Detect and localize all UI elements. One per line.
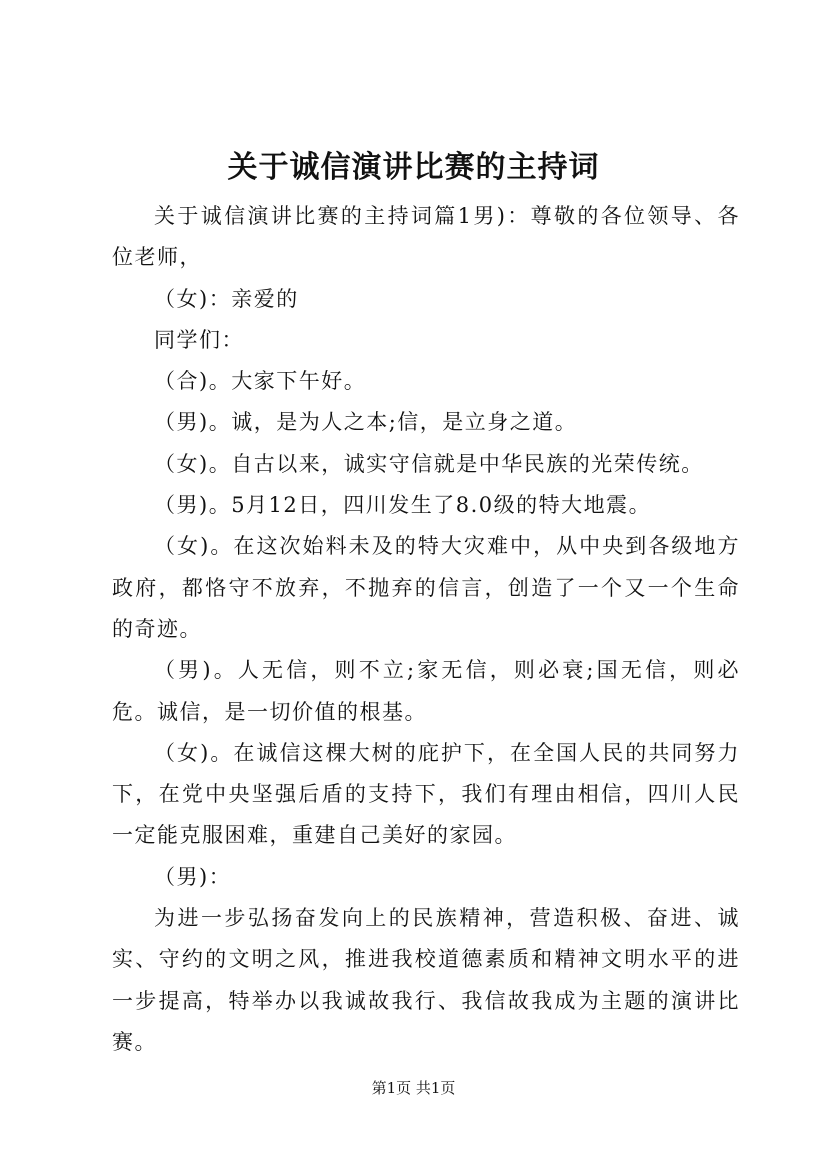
paragraph: 同学们： <box>154 327 244 352</box>
paragraph: （男)。诚，是为人之本;信，是立身之道。 <box>154 410 578 435</box>
document-body <box>112 196 740 1063</box>
paragraph: 关于诚信演讲比赛的主持词篇1男)：尊敬的各位领导、各位老师， <box>112 204 740 270</box>
paragraph: （女)。在这次始料未及的特大灾难中，从中央到各级地方政府，都恪守不放弃，不抛弃的信言，创造了一个又一个生命的奇迹。 <box>112 534 740 641</box>
paragraph: （男)： <box>154 864 232 889</box>
paragraph: （男)。5月12日，四川发生了8.0级的特大地震。 <box>154 493 652 518</box>
page-footer: 第1页 共1页 <box>371 1079 456 1097</box>
paragraph: （男)。人无信，则不立;家无信，则必衰;国无信，则必危。诚信，是一切价值的根基。 <box>112 658 740 724</box>
paragraph: （女)：亲爱的 <box>154 286 299 311</box>
paragraph: （女)。自古以来，诚实守信就是中华民族的光荣传统。 <box>154 451 704 476</box>
paragraph: （合)。大家下午好。 <box>154 369 367 394</box>
paragraph: （女)。在诚信这棵大树的庇护下，在全国人民的共同努力下，在党中央坚强后盾的支持下，我们有理由相信，四川人民一定能克服困难，重建自己美好的家园。 <box>112 740 740 848</box>
paragraph: 为进一步弘扬奋发向上的民族精神，营造积极、奋进、诚实、守约的文明之风，推进我校道德素质和精神文明水平的进一步提高，特举办以我诚故我行、我信故我成为主题的演讲比赛。 <box>112 906 740 1054</box>
document-title: 关于诚信演讲比赛的主持词 <box>227 150 600 185</box>
